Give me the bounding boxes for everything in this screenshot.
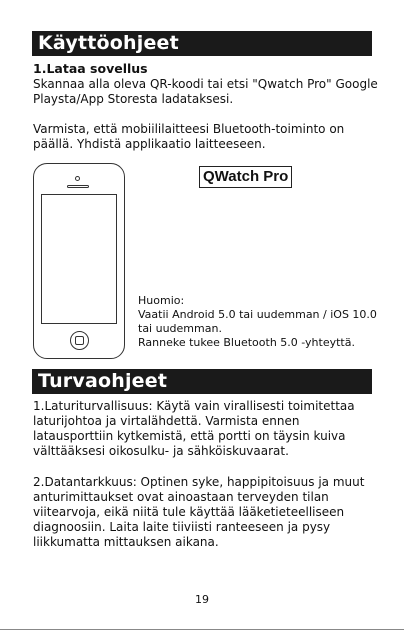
safety-item-1: 1.Laturiturvallisuus: Käytä vain virallisesti toimitettaa laturijohtoa ja virtalähdettä. Varmista ennen latausporttiin kytkemistä, että portti on täysin kuiva välttääksesi oikosulku- ja sähköiskuvaarat.	[33, 399, 355, 458]
phone-screen	[41, 194, 117, 324]
phone-illustration	[33, 163, 125, 359]
note-line-2: Ranneke tukee Bluetooth 5.0 -yhteyttä.	[138, 336, 355, 349]
bluetooth-text: Varmista, että mobiililaitteesi Bluetooth-toiminto on päällä. Yhdistä applikaatio laitteeseen.	[33, 122, 345, 151]
note-line-1: Vaatii Android 5.0 tai uudemman / iOS 10.0 tai uudemman.	[138, 308, 377, 335]
home-button-icon	[70, 331, 89, 350]
speaker-icon	[67, 185, 89, 188]
step1-text: Skannaa alla oleva QR-koodi tai etsi "Qwatch Pro" Google Playsta/App Storesta ladataksesi.	[33, 77, 378, 106]
note-label: Huomio:	[138, 294, 185, 307]
safety-item-2: 2.Datantarkkuus: Optinen syke, happipitoisuus ja muut anturimittaukset ovat ainoastaan terveyden tilan viitearvoja, eikä niitä tule käyttää lääketieteelliseen diagnoosiin. Laita laite tiiviisti ranteeseen ja pysy liikkumatta mittauksen aikana.	[33, 475, 365, 549]
safety-title: Turvaohjeet	[32, 369, 372, 394]
instructions-title: Käyttöohjeet	[32, 31, 372, 56]
app-name-box: QWatch Pro	[199, 166, 292, 188]
bottom-divider	[0, 629, 404, 630]
camera-icon	[75, 176, 80, 181]
page-number: 19	[195, 593, 209, 606]
note-block	[138, 294, 378, 350]
step1-heading: 1.Lataa sovellus	[33, 61, 148, 76]
